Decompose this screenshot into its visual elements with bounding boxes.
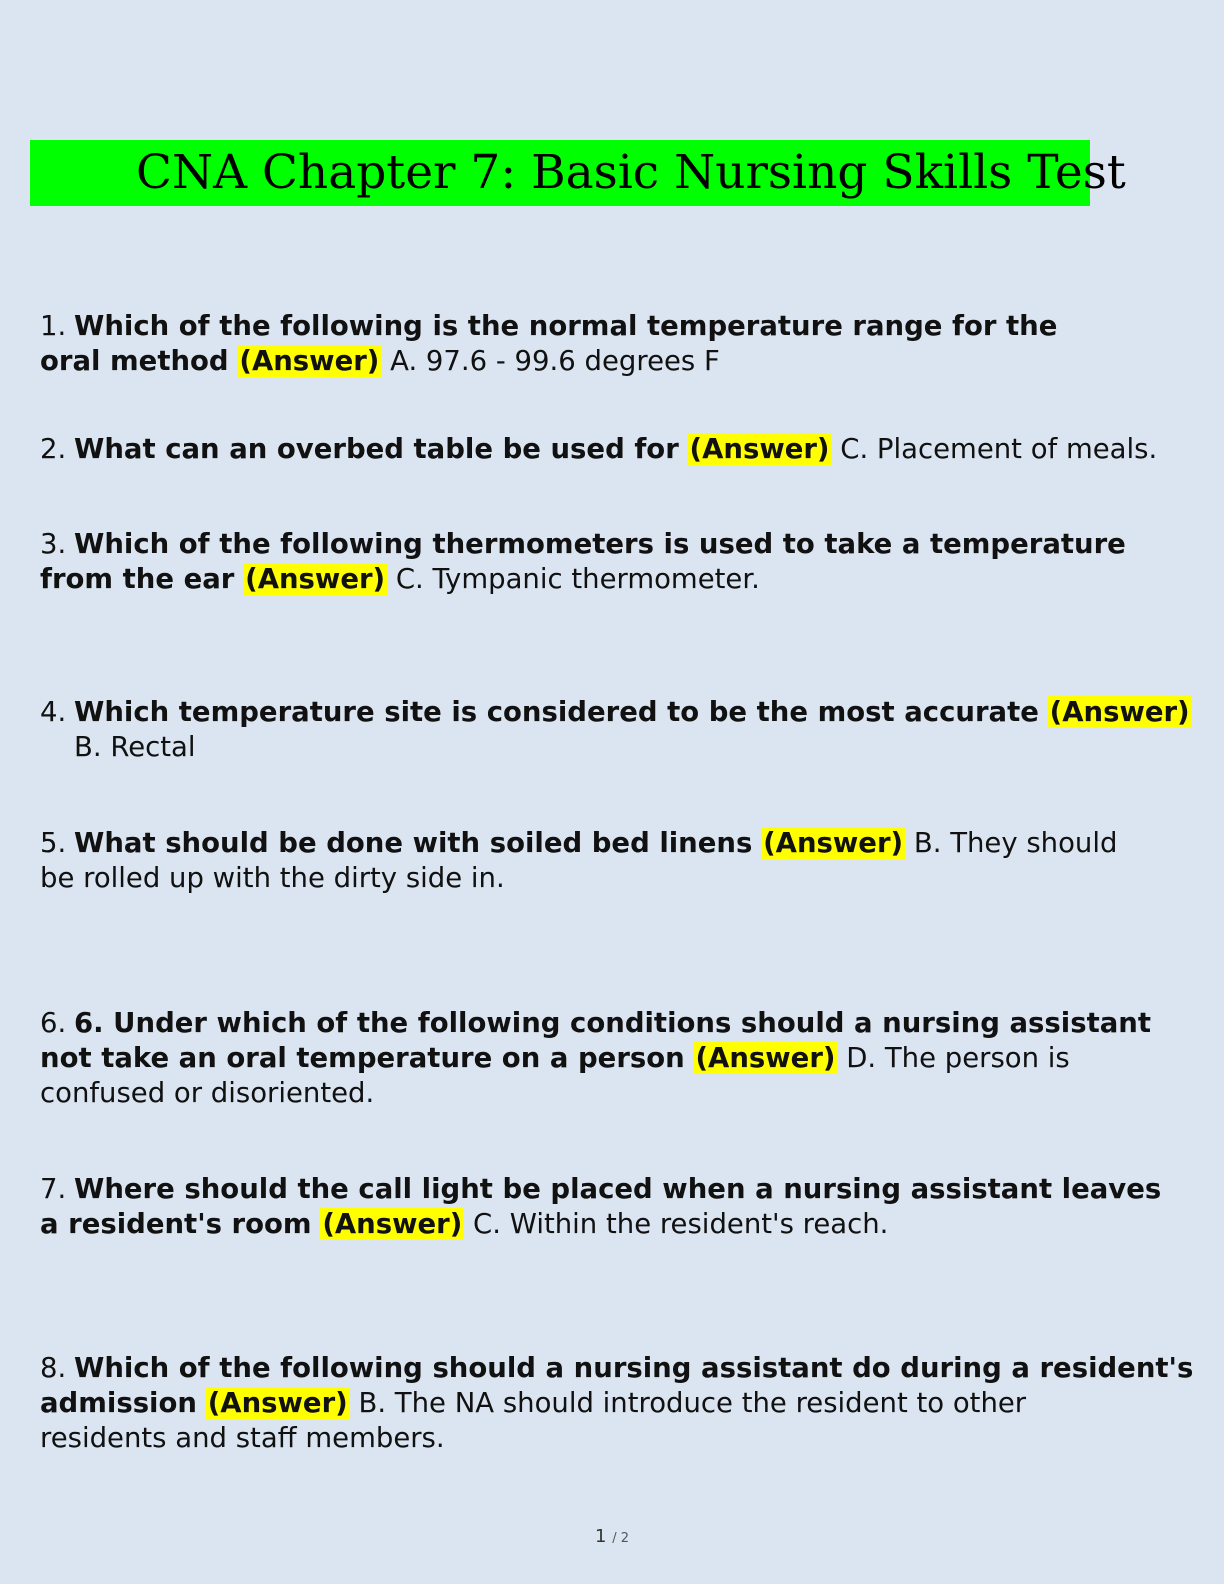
question-text: Where should the call light be placed when a nursing assistant leaves: [74, 1173, 1162, 1205]
answer-text: C. Placement of meals.: [840, 433, 1158, 465]
answer-text: confused or disoriented.: [40, 1077, 375, 1109]
question-text: Which of the following is the normal temperature range for the: [74, 310, 1058, 342]
question-text: a resident's room: [40, 1208, 312, 1240]
answer-text: B. Rectal: [74, 731, 196, 763]
question-text: 6. Under which of the following conditions should a nursing assistant: [74, 1007, 1152, 1039]
question-5: 5. What should be done with soiled bed linens (Answer) B. They should be rolled up with the dirty side in.: [40, 827, 1118, 894]
answer-label: (Answer): [695, 1042, 836, 1074]
answer-label: (Answer): [239, 345, 380, 377]
question-text: not take an oral temperature on a person: [40, 1042, 685, 1074]
answer-label: (Answer): [689, 433, 830, 465]
question-text: What can an overbed table be used for: [74, 433, 679, 465]
page-title: CNA Chapter 7: Basic Nursing Skills Test: [136, 145, 1126, 200]
answer-text: D. The person is: [846, 1042, 1070, 1074]
total-pages: / 2: [612, 1531, 629, 1546]
answer-label: (Answer): [322, 1208, 463, 1240]
question-text: admission: [40, 1387, 197, 1419]
question-7: 7. Where should the call light be placed when a nursing assistant leaves a resident's room (Answer) C. Within the resident's reach.: [40, 1173, 1162, 1240]
answer-text: residents and staff members.: [40, 1422, 445, 1454]
answer-label: (Answer): [763, 827, 904, 859]
answer-text: A. 97.6 - 99.6 degrees F: [390, 345, 720, 377]
answer-text: be rolled up with the dirty side in.: [40, 862, 505, 894]
question-text: Which of the following thermometers is used to take a temperature: [74, 528, 1126, 560]
question-text: Which temperature site is considered to be the most accurate: [74, 696, 1039, 728]
question-1: 1. Which of the following is the normal temperature range for the oral method (Answer) A. 97.6 - 99.6 degrees F: [40, 310, 1058, 377]
page-indicator: [0, 1526, 1224, 1547]
current-page: 1: [595, 1526, 607, 1547]
question-4: 4. Which temperature site is considered to be the most accurate (Answer) B. Rectal: [40, 696, 1190, 763]
answer-text: B. They should: [913, 827, 1118, 859]
question-text: Which of the following should a nursing assistant do during a resident's: [74, 1352, 1194, 1384]
answer-text: C. Within the resident's reach.: [473, 1208, 889, 1240]
question-8: 8. Which of the following should a nursing assistant do during a resident's admission (Answer) B. The NA should introduce the resident to other residents and staff members.: [40, 1352, 1194, 1454]
question-6: 6. 6. Under which of the following conditions should a nursing assistant not take an oral temperature on a person (Answer) D. The person is confused or disoriented.: [40, 1007, 1152, 1109]
question-2: 2. What can an overbed table be used for (Answer) C. Placement of meals.: [40, 433, 1158, 465]
question-text: from the ear: [40, 563, 235, 595]
answer-text: C. Tympanic thermometer.: [395, 563, 760, 595]
question-3: 3. Which of the following thermometers is used to take a temperature from the ear (Answer) C. Tympanic thermometer.: [40, 528, 1126, 595]
answer-text: B. The NA should introduce the resident to other: [358, 1387, 1027, 1419]
question-text: oral method: [40, 345, 229, 377]
answer-label: (Answer): [207, 1387, 348, 1419]
answer-label: (Answer): [1049, 696, 1190, 728]
answer-label: (Answer): [245, 563, 386, 595]
question-text: What should be done with soiled bed linens: [74, 827, 753, 859]
